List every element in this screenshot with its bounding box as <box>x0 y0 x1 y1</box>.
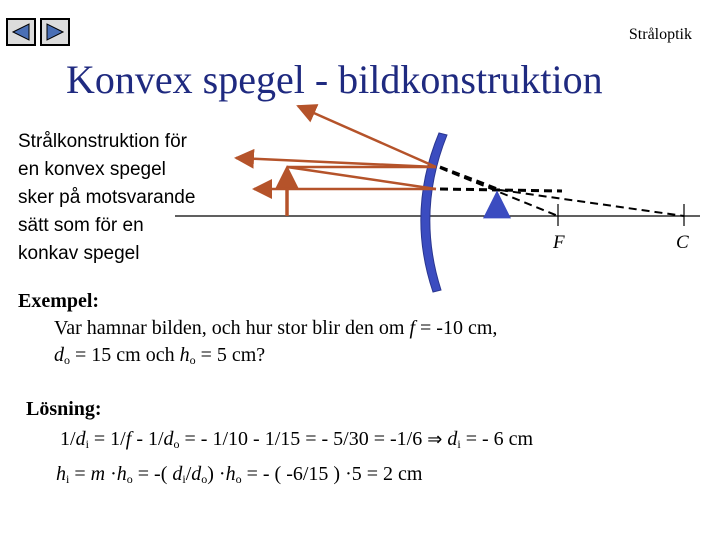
center-point-label: C <box>676 232 689 253</box>
side-text-line: en konvex spegel <box>18 159 166 180</box>
side-text-line: Strålkonstruktion för <box>18 131 187 152</box>
slide-title: Konvex spegel - bildkonstruktion <box>66 57 603 102</box>
topic-label: Stråloptik <box>628 26 692 43</box>
reflected-ray <box>236 158 436 167</box>
example-heading: Exempel: <box>18 290 100 312</box>
implies-arrow-icon: ⇒ <box>427 429 443 450</box>
example-section <box>18 288 497 374</box>
solution-heading: Lösning: <box>26 398 102 420</box>
solution-line-2: $h_i = m \cdot h_o$ = -( $d_i/d_o) \cdot h_o$ = - ( -6/15 ) ·5 = 2 cm <box>56 463 423 486</box>
convex-mirror <box>421 133 447 292</box>
solution-section <box>26 394 533 494</box>
side-text-line: sätt som för en <box>18 215 144 236</box>
side-text-line: konkav spegel <box>18 243 140 264</box>
solution-line-1: $1/d_i = 1/f - 1/d_o$ = - 1/10 - 1/15 = - 5/30 = -1/6 ⇒ $d_i$ = - 6 cm <box>60 428 534 451</box>
example-question-line-2: $d_o = 15$ cm och $h_o = 5$ cm? <box>54 344 266 367</box>
incident-ray <box>287 167 436 189</box>
example-question-line-1: Var hamnar bilden, och hur stor blir den om f = -10 cm, <box>54 317 498 339</box>
dashed-construction-line <box>440 167 500 190</box>
focal-point-label: F <box>553 232 565 253</box>
side-text-line: sker på motsvarande <box>18 187 196 208</box>
reflected-ray <box>298 106 436 167</box>
